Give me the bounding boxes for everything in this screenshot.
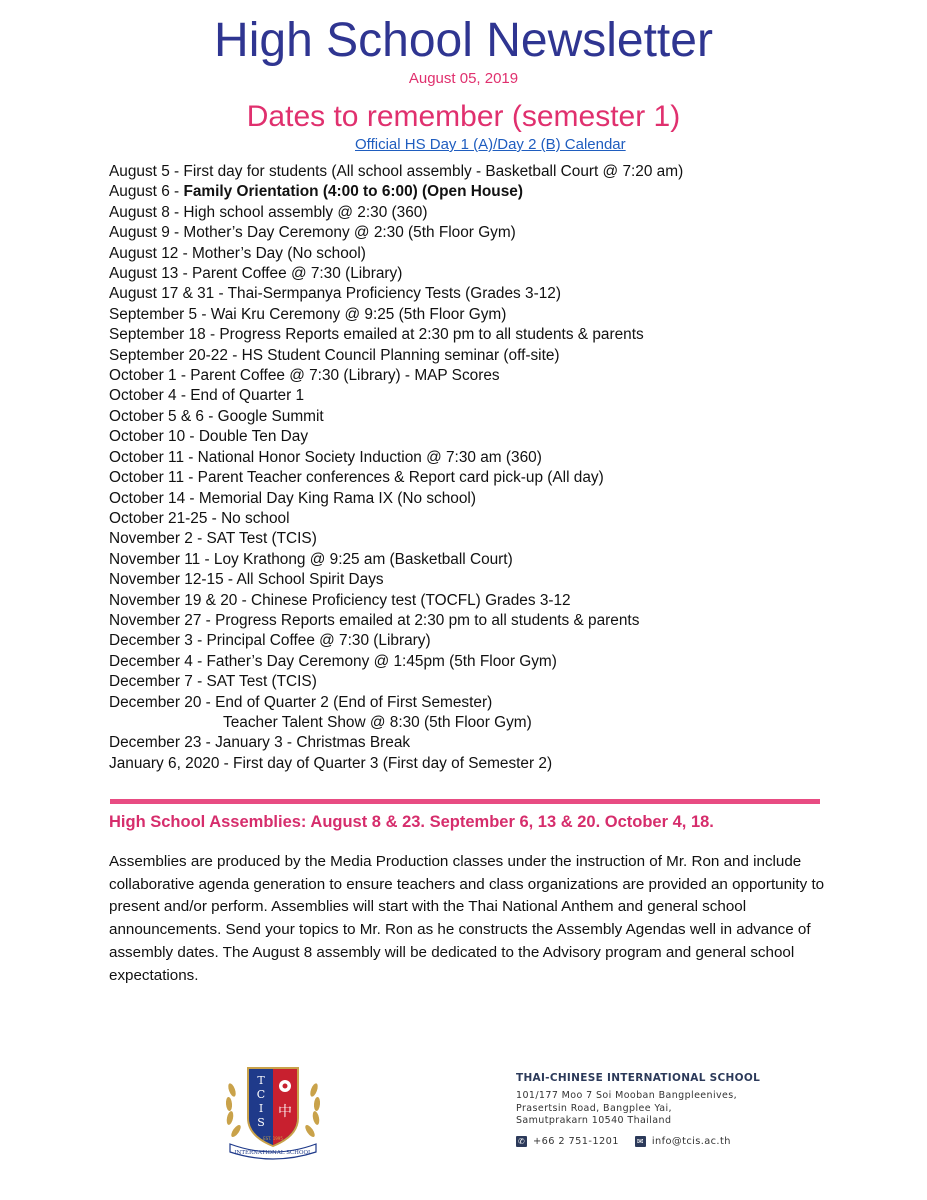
logo-character: 中: [278, 1104, 292, 1120]
logo-letter: S: [257, 1116, 265, 1129]
logo-letter: I: [258, 1102, 264, 1115]
phone-number: +66 2 751-1201: [533, 1135, 619, 1147]
school-name: THAI-CHINESE INTERNATIONAL SCHOOL: [516, 1072, 761, 1084]
event-item: October 11 - Parent Teacher conferences & Report card pick-up (All day): [109, 469, 604, 487]
event-item: October 11 - National Honor Society Induction @ 7:30 am (360): [109, 448, 542, 466]
event-date: August 6 -: [109, 183, 184, 201]
event-item: October 1 - Parent Coffee @ 7:30 (Library) - MAP Scores: [109, 367, 500, 385]
newsletter-title: High School Newsletter: [214, 14, 713, 67]
assemblies-heading: High School Assemblies: August 8 & 23. September 6, 13 & 20. October 4, 18.: [109, 813, 714, 831]
event-item: August 17 & 31 - Thai-Sermpanya Proficiency Tests (Grades 3-12): [109, 285, 561, 303]
school-address: [516, 1090, 760, 1128]
assemblies-paragraph: Assemblies are produced by the Media Production classes under the instruction of Mr. Ron and include collaborative agenda generation to ensure teachers and class organizations are provided an opportunity to present and/or perform. Assemblies will start with the Thai National Anthem and general school announcements. Send your topics to Mr. Ron as he constructs the Assembly Agendas well in advance of assembly dates. The August 8 assembly will be dedicated to the Advisory program and general school expectations.: [109, 853, 825, 984]
event-item: [109, 182, 683, 202]
event-item: September 20-22 - HS Student Council Planning seminar (off-site): [109, 346, 560, 364]
section-divider: [110, 799, 820, 804]
event-item: December 4 - Father’s Day Ceremony @ 1:45pm (5th Floor Gym): [109, 652, 557, 670]
event-item: November 19 & 20 - Chinese Proficiency test (TOCFL) Grades 3-12: [109, 591, 571, 609]
logo-letter: C: [256, 1088, 266, 1101]
event-item: October 4 - End of Quarter 1: [109, 387, 305, 405]
event-item: November 11 - Loy Krathong @ 9:25 am (Basketball Court): [109, 550, 513, 568]
event-item: August 9 - Mother’s Day Ceremony @ 2:30 (5th Floor Gym): [109, 224, 516, 242]
dates-section-title: Dates to remember (semester 1): [246, 100, 681, 133]
phone-icon: ✆: [517, 1136, 526, 1146]
event-item: December 7 - SAT Test (TCIS): [109, 673, 317, 691]
contact-row: [516, 1136, 760, 1147]
event-item: August 8 - High school assembly @ 2:30 (360): [109, 203, 428, 221]
events-list: [109, 162, 683, 774]
event-item: October 14 - Memorial Day King Rama IX (No school): [109, 489, 476, 507]
event-item: October 21-25 - No school: [109, 509, 290, 527]
address-line: Samutprakarn 10540 Thailand: [516, 1115, 672, 1127]
address-line: Prasertsin Road, Bangplee Yai,: [516, 1102, 672, 1114]
event-item: August 12 - Mother’s Day (No school): [109, 244, 366, 262]
address-line: 101/177 Moo 7 Soi Mooban Bangpleenives,: [516, 1090, 738, 1101]
event-item: January 6, 2020 - First day of Quarter 3 (First day of Semester 2): [109, 754, 553, 772]
event-item: August 13 - Parent Coffee @ 7:30 (Library): [109, 265, 403, 283]
logo-letter: T: [257, 1074, 265, 1087]
school-logo: [218, 1060, 328, 1160]
event-highlight: Family Orientation (4:00 to 6:00) (Open House): [183, 183, 523, 201]
event-item: October 5 & 6 - Google Summit: [109, 407, 324, 425]
logo-banner-text: INTERNATIONAL SCHOOL: [234, 1150, 312, 1156]
event-item: October 10 - Double Ten Day: [109, 428, 309, 446]
event-item: December 23 - January 3 - Christmas Break: [109, 734, 411, 752]
email-address: info@tcis.ac.th: [651, 1135, 731, 1147]
event-item: December 3 - Principal Coffee @ 7:30 (Library): [109, 632, 431, 650]
school-footer: [516, 1072, 760, 1147]
event-item: November 12-15 - All School Spirit Days: [109, 571, 384, 589]
event-item: August 5 - First day for students (All school assembly - Basketball Court @ 7:20 am): [109, 163, 684, 180]
calendar-link[interactable]: Official HS Day 1 (A)/Day 2 (B) Calendar: [355, 136, 626, 153]
event-item: November 2 - SAT Test (TCIS): [109, 530, 317, 548]
email-icon: ✉: [636, 1136, 644, 1146]
logo-est: EST. 1995: [263, 1136, 283, 1141]
newsletter-date: August 05, 2019: [408, 70, 519, 87]
event-item: September 18 - Progress Reports emailed at 2:30 pm to all students & parents: [109, 326, 644, 344]
event-item: December 20 - End of Quarter 2 (End of First Semester): [109, 693, 493, 711]
event-item: November 27 - Progress Reports emailed at 2:30 pm to all students & parents: [109, 611, 640, 629]
event-item: Teacher Talent Show @ 8:30 (5th Floor Gym): [223, 713, 532, 731]
event-item: September 5 - Wai Kru Ceremony @ 9:25 (5th Floor Gym): [109, 305, 507, 323]
